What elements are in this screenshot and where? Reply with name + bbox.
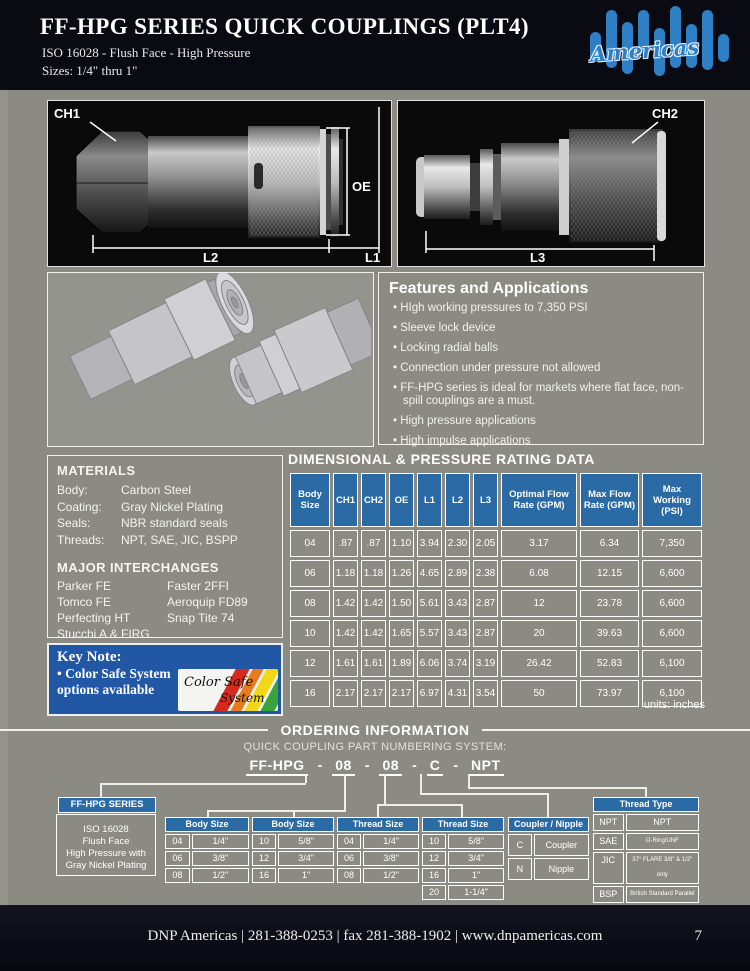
part-number-segment: 08 bbox=[379, 757, 402, 776]
dim-table-cell: 6.06 bbox=[417, 650, 442, 677]
dim-table-cell: 1.89 bbox=[389, 650, 414, 677]
interchange-item: Faster 2FFI bbox=[167, 579, 230, 593]
materials-rows bbox=[57, 482, 273, 548]
dim-table-header-cell: Max Flow Rate (GPM) bbox=[580, 473, 639, 527]
ordering-table-row bbox=[508, 834, 589, 856]
page-header bbox=[0, 0, 750, 90]
interchange-item: Perfecting HT bbox=[57, 611, 131, 625]
material-label: Coating: bbox=[57, 499, 102, 514]
interchange-item: Aeroquip FD89 bbox=[167, 595, 248, 609]
connector-line bbox=[645, 787, 647, 797]
dim-table-header-cell: OE bbox=[389, 473, 414, 527]
dim-table-header-cell: CH2 bbox=[361, 473, 386, 527]
dim-table-cell: 3.74 bbox=[445, 650, 470, 677]
material-value: NPT, SAE, JIC, BSPP bbox=[121, 532, 238, 547]
dim-table-header-cell: Optimal Flow Rate (GPM) bbox=[501, 473, 577, 527]
part-number-segment: C bbox=[427, 757, 444, 776]
ordering-table-row bbox=[165, 851, 249, 866]
dim-table-cell: 6,100 bbox=[642, 650, 702, 677]
connector-line bbox=[384, 774, 386, 805]
system-text: System bbox=[220, 691, 265, 705]
dim-table-cell: 1.50 bbox=[389, 590, 414, 617]
dim-table-header-row bbox=[290, 473, 702, 527]
units-note: units: inches bbox=[643, 699, 705, 711]
ordering-table-value: 5/8" bbox=[448, 834, 504, 849]
connector-line bbox=[461, 804, 463, 817]
svg-text:CH1: CH1 bbox=[54, 106, 81, 121]
dim-table-cell: 06 bbox=[290, 560, 330, 587]
ordering-table-row bbox=[593, 814, 699, 831]
coupling-render-graphic bbox=[48, 273, 371, 444]
ordering-table-code: 20 bbox=[422, 885, 446, 900]
svg-text:L1: L1 bbox=[365, 250, 381, 264]
dimensional-table bbox=[287, 470, 705, 710]
ordering-table-code: C bbox=[508, 834, 532, 856]
rule-line-left bbox=[0, 729, 268, 731]
dim-table-cell: 6,100 bbox=[642, 680, 702, 707]
dim-table-cell: 1.42 bbox=[361, 620, 386, 647]
connector-line bbox=[100, 783, 306, 785]
ordering-table-header: Coupler / Nipple bbox=[508, 817, 589, 832]
dim-table-cell: 1.10 bbox=[389, 530, 414, 557]
ordering-table-row bbox=[252, 834, 334, 849]
ordering-table-body-size-2 bbox=[252, 817, 334, 885]
ordering-table-row bbox=[593, 833, 699, 850]
materials-box bbox=[47, 455, 283, 641]
ordering-table-body-size-1 bbox=[165, 817, 249, 885]
series-description-line: Gray Nickel Plating bbox=[65, 860, 147, 871]
ordering-table-code: 10 bbox=[252, 834, 276, 849]
ordering-table-value: British Standard Parallel bbox=[626, 886, 699, 903]
series-description-line: High Pressure with bbox=[66, 848, 146, 859]
ordering-table-header: Body Size bbox=[252, 817, 334, 832]
page-number: 7 bbox=[694, 928, 702, 944]
dim-table-header-cell: L2 bbox=[445, 473, 470, 527]
part-number-segment: 08 bbox=[332, 757, 355, 776]
ordering-table-code: BSP bbox=[593, 886, 624, 903]
feature-item: • High pressure applications bbox=[393, 415, 693, 428]
dim-table-cell: 16 bbox=[290, 680, 330, 707]
ordering-table-value: 3/4" bbox=[278, 851, 334, 866]
ordering-subtitle: QUICK COUPLING PART NUMBERING SYSTEM: bbox=[243, 741, 507, 753]
svg-text:CH2: CH2 bbox=[652, 106, 679, 121]
ordering-table-header: Body Size bbox=[165, 817, 249, 832]
page-subtitle-sizes: Sizes: 1/4" thru 1" bbox=[42, 63, 138, 78]
feature-item: • FF-HPG series is ideal for markets where flat face, non-spill couplings are a must. bbox=[393, 382, 693, 408]
dim-table-cell: 2.05 bbox=[473, 530, 498, 557]
material-value: Carbon Steel bbox=[121, 483, 192, 497]
ordering-table-code: 10 bbox=[422, 834, 446, 849]
material-value: Gray Nickel Plating bbox=[121, 499, 224, 514]
coupler-photo-graphic bbox=[48, 101, 389, 264]
ordering-table-code: 06 bbox=[165, 851, 190, 866]
ordering-table-code: NPT bbox=[593, 814, 624, 831]
nipple-photo bbox=[397, 100, 705, 267]
material-row bbox=[57, 482, 273, 499]
interchange-item: Tomco FE bbox=[57, 595, 112, 609]
dim-table-cell: 39.63 bbox=[580, 620, 639, 647]
nipple-photo-graphic bbox=[398, 101, 702, 264]
connector-line bbox=[468, 787, 646, 789]
material-row bbox=[57, 499, 273, 516]
ordering-table-value: O-Ring/UNF bbox=[626, 833, 699, 850]
series-description-line: Flush Face bbox=[82, 836, 130, 847]
dim-table-cell: 26.42 bbox=[501, 650, 577, 677]
series-box-description bbox=[56, 814, 156, 876]
ordering-table-header: Thread Type bbox=[593, 797, 699, 812]
ordering-table-code: 04 bbox=[165, 834, 190, 849]
features-title: Features and Applications bbox=[389, 280, 589, 297]
dim-table-row bbox=[290, 650, 702, 677]
dim-table-cell: 6,600 bbox=[642, 620, 702, 647]
ordering-table-thread-size-1 bbox=[337, 817, 419, 885]
ordering-table-row bbox=[165, 834, 249, 849]
connector-line bbox=[377, 804, 379, 817]
dim-table-cell: 1.18 bbox=[333, 560, 358, 587]
dim-table-cell: 1.61 bbox=[333, 650, 358, 677]
dim-table-cell: 2.17 bbox=[361, 680, 386, 707]
dim-table-cell: 4.65 bbox=[417, 560, 442, 587]
dim-table-cell: 6.34 bbox=[580, 530, 639, 557]
logo-bar bbox=[718, 34, 729, 62]
dim-table-cell: 6,600 bbox=[642, 590, 702, 617]
connector-line bbox=[305, 774, 307, 783]
ordering-table-row bbox=[422, 851, 504, 866]
dim-table-header-cell: CH1 bbox=[333, 473, 358, 527]
ordering-table-value: 1/2" bbox=[192, 868, 249, 883]
ordering-table-value: 1" bbox=[278, 868, 334, 883]
color-safe-system-logo bbox=[178, 669, 278, 711]
dim-table-cell: 3.19 bbox=[473, 650, 498, 677]
dim-table-cell: 3.54 bbox=[473, 680, 498, 707]
feature-item: • HIgh working pressures to 7,350 PSI bbox=[393, 302, 693, 315]
features-list bbox=[389, 302, 693, 448]
ordering-table-row bbox=[252, 851, 334, 866]
interchange-item: Stucchi A & FIRG bbox=[57, 627, 150, 641]
ordering-table-coupler-nipple bbox=[508, 817, 589, 882]
key-note-box bbox=[47, 643, 283, 716]
dim-table-cell: 3.43 bbox=[445, 590, 470, 617]
ordering-table-code: 12 bbox=[422, 851, 446, 866]
material-label: Body: bbox=[57, 483, 88, 497]
part-number-separator: - bbox=[317, 757, 323, 773]
interchanges-title: MAJOR INTERCHANGES bbox=[57, 560, 219, 575]
dim-table-cell: 5.61 bbox=[417, 590, 442, 617]
ordering-table-row bbox=[337, 834, 419, 849]
dim-table-cell: 2.89 bbox=[445, 560, 470, 587]
ordering-table-value: 3/4" bbox=[448, 851, 504, 866]
interchange-item: Parker FE bbox=[57, 579, 112, 593]
dim-table-cell: 3.94 bbox=[417, 530, 442, 557]
coupler-photo bbox=[47, 100, 392, 267]
feature-item: • High impulse applications bbox=[393, 435, 693, 448]
svg-text:L2: L2 bbox=[203, 250, 219, 264]
ordering-table-row bbox=[422, 885, 504, 900]
dim-table-cell: 6.97 bbox=[417, 680, 442, 707]
ordering-table-code: 08 bbox=[165, 868, 190, 883]
dim-table-cell: 12 bbox=[290, 650, 330, 677]
ordering-table-row bbox=[337, 851, 419, 866]
part-number-segment: NPT bbox=[468, 757, 504, 776]
ordering-rule bbox=[0, 722, 750, 738]
connector-line bbox=[420, 774, 422, 794]
dim-table-cell: 1.18 bbox=[361, 560, 386, 587]
dim-table-cell: 1.65 bbox=[389, 620, 414, 647]
ordering-table-header: Thread Size bbox=[337, 817, 419, 832]
color-safe-text: Color Safe bbox=[184, 675, 254, 690]
dim-table-header-cell: L1 bbox=[417, 473, 442, 527]
material-label: Threads: bbox=[57, 532, 105, 547]
material-label: Seals: bbox=[57, 516, 91, 530]
dim-table-cell: 6,600 bbox=[642, 560, 702, 587]
ordering-table-value: NPT bbox=[626, 814, 699, 831]
ordering-table-value: Coupler bbox=[534, 834, 589, 856]
ordering-table-code: 16 bbox=[422, 868, 446, 883]
dim-table-cell: 6.08 bbox=[501, 560, 577, 587]
ordering-table-value: 1/4" bbox=[363, 834, 419, 849]
ordering-table-row bbox=[593, 852, 699, 884]
ordering-table-value: 3/8" bbox=[192, 851, 249, 866]
dim-table-cell: 3.17 bbox=[501, 530, 577, 557]
ordering-table-value: 1/4" bbox=[192, 834, 249, 849]
dim-table-cell: 1.42 bbox=[333, 620, 358, 647]
dim-table-cell: 4.31 bbox=[445, 680, 470, 707]
ordering-table-row bbox=[422, 834, 504, 849]
connector-line bbox=[207, 810, 209, 817]
connector-line bbox=[547, 793, 549, 817]
ordering-table-code: 08 bbox=[337, 868, 361, 883]
feature-item: • Locking radial balls bbox=[393, 342, 693, 355]
ordering-table-row bbox=[593, 886, 699, 903]
svg-text:L3: L3 bbox=[530, 250, 546, 264]
dim-table-row bbox=[290, 620, 702, 647]
ordering-table-value: 1" bbox=[448, 868, 504, 883]
key-note-bullet: • Color Safe System options available bbox=[57, 666, 171, 697]
material-value: NBR standard seals bbox=[121, 516, 228, 530]
interchanges-grid bbox=[57, 578, 273, 642]
features-box bbox=[378, 272, 704, 445]
dim-table-cell: 12 bbox=[501, 590, 577, 617]
dim-table-cell: 1.61 bbox=[361, 650, 386, 677]
part-number bbox=[0, 757, 750, 776]
ordering-table-value: Nipple bbox=[534, 858, 589, 880]
dim-table-cell: 23.78 bbox=[580, 590, 639, 617]
materials-title: MATERIALS bbox=[57, 463, 136, 478]
page-title: FF-HPG SERIES QUICK COUPLINGS (PLT4) bbox=[40, 14, 529, 39]
page-edge-shadow bbox=[0, 90, 8, 905]
dim-table-cell: .87 bbox=[333, 530, 358, 557]
series-description-line: ISO 16028 bbox=[83, 824, 129, 835]
dim-table-cell: 2.17 bbox=[389, 680, 414, 707]
dim-table-cell: 2.87 bbox=[473, 620, 498, 647]
dim-table-cell: .87 bbox=[361, 530, 386, 557]
dim-table-body bbox=[290, 530, 702, 707]
ordering-table-row bbox=[165, 868, 249, 883]
ordering-table-code: N bbox=[508, 858, 532, 880]
connector-line bbox=[344, 774, 346, 811]
dim-table-header-cell: Body Size bbox=[290, 473, 330, 527]
page-subtitle-standard: ISO 16028 - Flush Face - High Pressure bbox=[42, 45, 251, 60]
ordering-table-value: 5/8" bbox=[278, 834, 334, 849]
part-number-separator: - bbox=[412, 757, 417, 773]
dnp-americas-logo bbox=[584, 4, 736, 86]
connector-line bbox=[100, 783, 102, 797]
rule-line-right bbox=[482, 729, 750, 731]
dim-table-cell: 04 bbox=[290, 530, 330, 557]
dim-table-row bbox=[290, 590, 702, 617]
series-box-header: FF-HPG SERIES bbox=[58, 797, 156, 813]
dim-table-cell: 2.17 bbox=[333, 680, 358, 707]
part-number-separator: - bbox=[453, 757, 459, 773]
dim-table-cell: 2.87 bbox=[473, 590, 498, 617]
ordering-table-code: 04 bbox=[337, 834, 361, 849]
dim-table-cell: 1.42 bbox=[361, 590, 386, 617]
dim-table-cell: 7,350 bbox=[642, 530, 702, 557]
ordering-table-value: 1-1/4" bbox=[448, 885, 504, 900]
part-number-segment: FF-HPG bbox=[246, 757, 307, 776]
ordering-table-code: 16 bbox=[252, 868, 276, 883]
dim-table-cell: 08 bbox=[290, 590, 330, 617]
page-footer bbox=[0, 905, 750, 971]
footer-contact-info: DNP Americas | 281-388-0253 | fax 281-388-1902 | www.dnpamericas.com bbox=[147, 928, 603, 944]
ordering-table-row bbox=[422, 868, 504, 883]
ordering-table-value: 1/2" bbox=[363, 868, 419, 883]
interchange-item: Snap Tite 74 bbox=[167, 611, 235, 625]
dim-table-cell: 2.38 bbox=[473, 560, 498, 587]
ordering-table-row bbox=[252, 868, 334, 883]
svg-text:OE: OE bbox=[352, 179, 371, 194]
material-row bbox=[57, 515, 273, 532]
dim-table-header-cell: Max Working (PSI) bbox=[642, 473, 702, 527]
connector-line bbox=[420, 793, 548, 795]
dim-table-cell: 1.42 bbox=[333, 590, 358, 617]
dim-table-cell: 3.43 bbox=[445, 620, 470, 647]
ordering-table-code: 12 bbox=[252, 851, 276, 866]
key-note-heading: Key Note: bbox=[57, 649, 122, 665]
dim-table-cell: 52.83 bbox=[580, 650, 639, 677]
connector-line bbox=[468, 774, 470, 787]
dim-table-cell: 2.30 bbox=[445, 530, 470, 557]
dimensional-table-title: DIMENSIONAL & PRESSURE RATING DATA bbox=[288, 451, 595, 467]
dim-table-cell: 20 bbox=[501, 620, 577, 647]
ordering-title: ORDERING INFORMATION bbox=[280, 722, 470, 738]
ordering-table-code: 06 bbox=[337, 851, 361, 866]
dim-table-cell: 73.97 bbox=[580, 680, 639, 707]
ordering-table-code: JIC bbox=[593, 852, 624, 884]
feature-item: • Sleeve lock device bbox=[393, 322, 693, 335]
ordering-table-header: Thread Size bbox=[422, 817, 504, 832]
connector-line bbox=[207, 810, 346, 812]
part-number-separator: - bbox=[364, 757, 370, 773]
connector-line bbox=[377, 804, 463, 806]
logo-americas-script: Americas bbox=[589, 34, 700, 67]
coupling-render-box bbox=[47, 272, 374, 447]
dim-table-cell: 1.26 bbox=[389, 560, 414, 587]
dim-table-header-cell: L3 bbox=[473, 473, 498, 527]
dim-table-row bbox=[290, 530, 702, 557]
ordering-table-code: SAE bbox=[593, 833, 624, 850]
ordering-table-value: 37° FLARE 3/8" & 1/2" only bbox=[626, 852, 699, 884]
feature-item: • Connection under pressure not allowed bbox=[393, 362, 693, 375]
material-row bbox=[57, 532, 273, 549]
ordering-table-row bbox=[508, 858, 589, 880]
ordering-table-value: 3/8" bbox=[363, 851, 419, 866]
ordering-table-row bbox=[337, 868, 419, 883]
dim-table-cell: 10 bbox=[290, 620, 330, 647]
connector-line bbox=[293, 810, 295, 817]
dim-table-cell: 5.57 bbox=[417, 620, 442, 647]
logo-bar bbox=[702, 10, 713, 70]
dim-table-cell: 50 bbox=[501, 680, 577, 707]
dim-table-cell: 12.15 bbox=[580, 560, 639, 587]
ordering-table-thread-size-2 bbox=[422, 817, 504, 902]
dim-table-row bbox=[290, 560, 702, 587]
